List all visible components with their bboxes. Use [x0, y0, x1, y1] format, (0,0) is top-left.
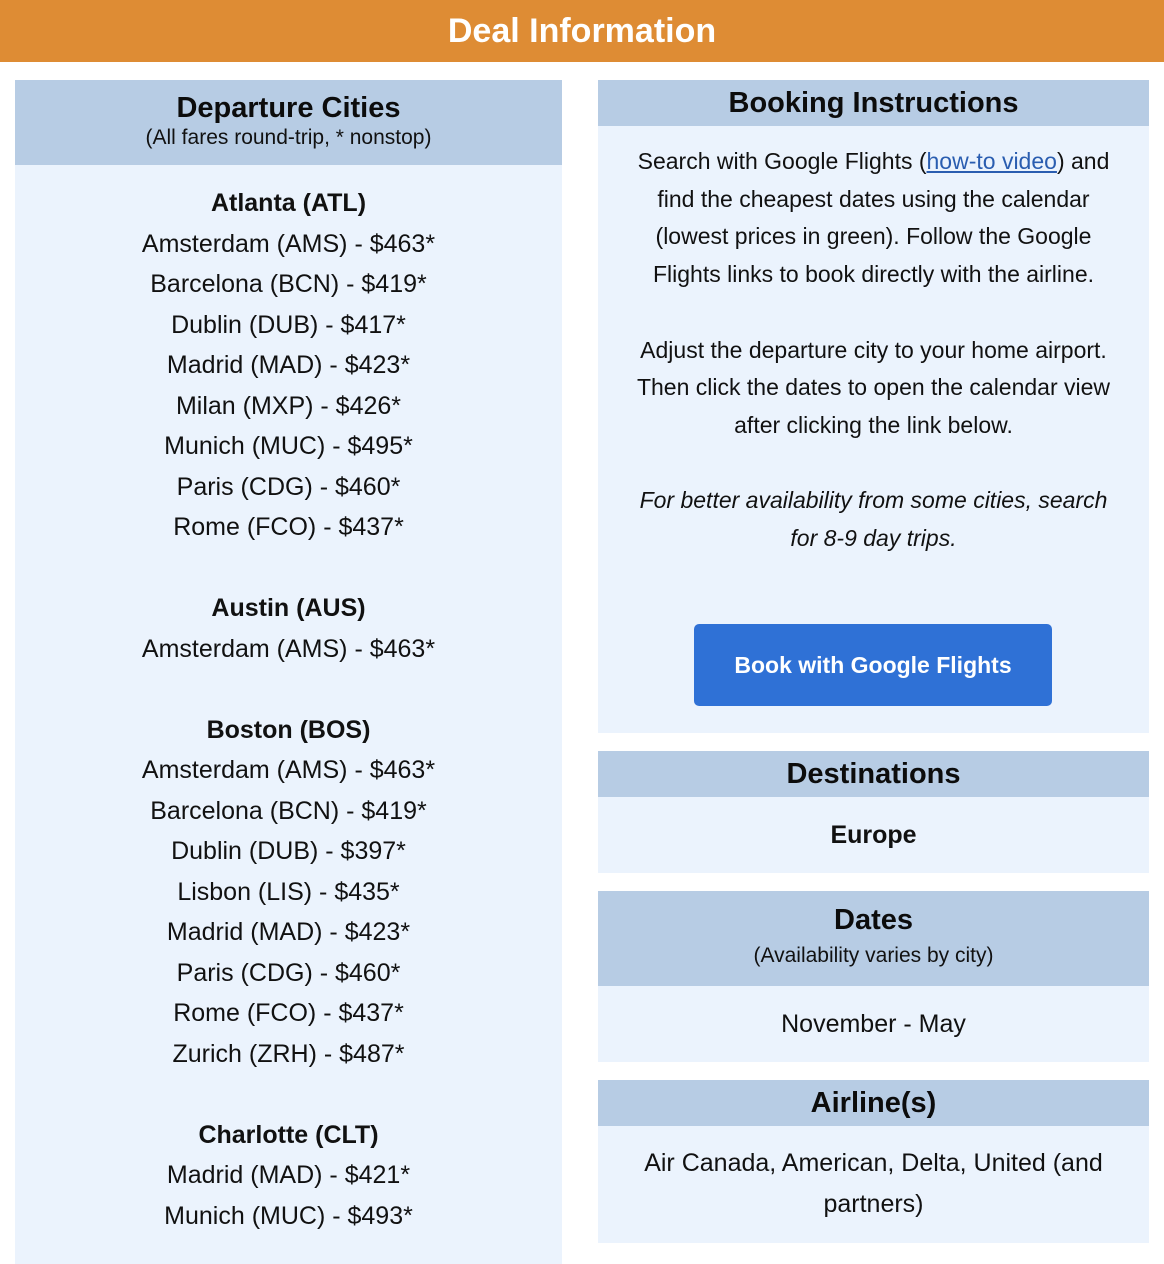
booking-paragraph-adjust: Adjust the departure city to your home airport. Then click the dates to open the calendar view after clicking the link below.	[636, 336, 1111, 438]
book-with-google-flights-button[interactable]: Book with Google Flights	[694, 624, 1052, 706]
fare-item: Lisbon (LIS) - $435*	[177, 877, 400, 906]
booking-text: Search with Google Flights (	[637, 148, 927, 174]
dates-panel	[598, 891, 1149, 1062]
fare-item: Amsterdam (AMS) - $463*	[141, 229, 436, 258]
city-list	[15, 165, 562, 1236]
airlines-value: Air Canada, American, Delta, United (and partners)	[644, 1149, 1103, 1218]
fare-item: Barcelona (BCN) - $419*	[150, 796, 427, 825]
dates-header	[598, 891, 1149, 986]
fare-item: Amsterdam (AMS) - $463*	[141, 634, 436, 663]
fare-item: Milan (MXP) - $426*	[175, 391, 402, 420]
dates-subtitle: (Availability varies by city)	[753, 944, 994, 967]
city-group-austin	[15, 588, 562, 669]
fare-item: Munich (MUC) - $493*	[164, 1201, 413, 1230]
destinations-panel	[598, 751, 1149, 873]
dates-title: Dates	[834, 904, 913, 936]
departure-cities-title: Departure Cities	[176, 92, 401, 124]
booking-instructions-title: Booking Instructions	[728, 87, 1019, 119]
destinations-value: Europe	[830, 821, 917, 849]
city-group-boston	[15, 710, 562, 1075]
how-to-video-link[interactable]: how-to video	[926, 148, 1057, 174]
booking-instructions-header	[598, 80, 1149, 126]
booking-instructions-panel	[598, 80, 1149, 733]
booking-paragraph-search	[628, 143, 1119, 294]
booking-instructions-body	[598, 126, 1149, 558]
booking-paragraph-tip: For better availability from some cities, search for 8-9 day trips.	[639, 487, 1108, 551]
city-name: Atlanta (ATL)	[210, 189, 367, 217]
fare-item: Rome (FCO) - $437*	[173, 513, 404, 541]
deal-information-banner: Deal Information	[0, 0, 1164, 62]
dates-value: November - May	[781, 1010, 966, 1038]
city-name: Austin (AUS)	[211, 594, 366, 622]
fare-item: Amsterdam (AMS) - $463*	[141, 756, 436, 784]
airlines-header	[598, 1080, 1149, 1126]
city-group-atlanta	[15, 183, 562, 548]
destinations-header	[598, 751, 1149, 797]
fare-item: Paris (CDG) - $460*	[176, 472, 401, 501]
fare-item: Madrid (MAD) - $421*	[166, 1161, 411, 1189]
city-name: Charlotte (CLT)	[198, 1120, 379, 1149]
city-name: Boston (BOS)	[206, 715, 371, 744]
fare-item: Rome (FCO) - $437*	[173, 999, 404, 1027]
fare-item: Paris (CDG) - $460*	[176, 958, 401, 987]
departure-cities-subtitle: (All fares round-trip, * nonstop)	[145, 126, 432, 149]
fare-item: Barcelona (BCN) - $419*	[150, 270, 427, 298]
fare-item: Dublin (DUB) - $397*	[171, 837, 406, 865]
fare-item: Zurich (ZRH) - $487*	[172, 1039, 405, 1068]
fare-item: Dublin (DUB) - $417*	[171, 310, 406, 339]
fare-item: Madrid (MAD) - $423*	[166, 351, 411, 379]
fare-item: Munich (MUC) - $495*	[164, 432, 413, 460]
fare-item: Madrid (MAD) - $423*	[166, 918, 411, 946]
departure-cities-header	[15, 80, 562, 165]
airlines-panel	[598, 1080, 1149, 1243]
departure-cities-panel	[15, 80, 562, 1264]
booking-text: ) and find the cheapest dates using the calendar (lowest prices in green). Follow the Google Flights links to book directly with the airline.	[652, 148, 1110, 288]
destinations-title: Destinations	[786, 758, 961, 790]
city-group-charlotte	[15, 1115, 562, 1237]
airlines-title: Airline(s)	[810, 1087, 937, 1119]
